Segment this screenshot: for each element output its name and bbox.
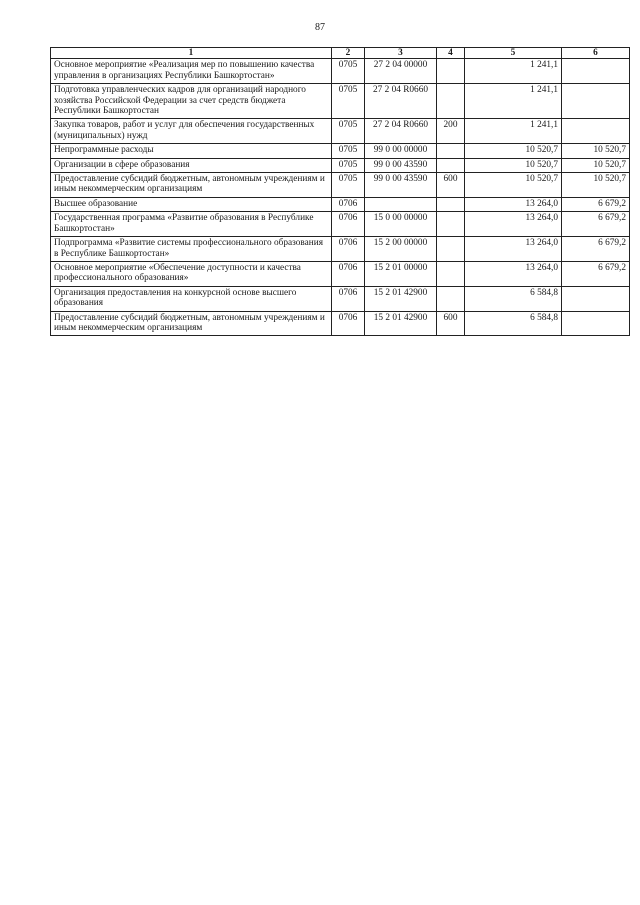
row-section-cell: 0705	[332, 158, 365, 172]
row-amount-col5-cell: 6 584,8	[465, 286, 562, 311]
row-section-cell: 0705	[332, 173, 365, 198]
row-section-cell: 0706	[332, 286, 365, 311]
row-amount-col5-cell: 10 520,7	[465, 158, 562, 172]
page-number: 87	[315, 22, 325, 33]
row-amount-col5-cell: 13 264,0	[465, 197, 562, 211]
row-amount-col6-cell	[562, 84, 630, 119]
row-amount-col5-cell: 13 264,0	[465, 212, 562, 237]
row-name-cell: Основное мероприятие «Обеспечение доступности и качества профессионального образования»	[51, 261, 332, 286]
table-row	[51, 237, 630, 262]
row-name-cell: Непрограммные расходы	[51, 144, 332, 158]
budget-table	[50, 47, 630, 336]
row-amount-col6-cell	[562, 311, 630, 336]
table-row	[51, 173, 630, 198]
table-body	[51, 59, 630, 336]
row-name-cell: Организация предоставления на конкурсной основе высшего образования	[51, 286, 332, 311]
row-amount-col5-cell: 13 264,0	[465, 261, 562, 286]
row-name-cell: Предоставление субсидий бюджетным, автономным учреждениям и иным некоммерческим организациям	[51, 311, 332, 336]
row-target-article-cell: 27 2 04 00000	[365, 59, 437, 84]
row-section-cell: 0705	[332, 84, 365, 119]
row-name-cell: Организации в сфере образования	[51, 158, 332, 172]
row-target-article-cell: 27 2 04 R0660	[365, 84, 437, 119]
row-section-cell: 0706	[332, 212, 365, 237]
row-amount-col6-cell: 6 679,2	[562, 261, 630, 286]
row-expense-type-cell	[437, 144, 465, 158]
row-target-article-cell: 27 2 04 R0660	[365, 119, 437, 144]
row-section-cell: 0706	[332, 237, 365, 262]
header-cell: 2	[332, 48, 365, 59]
table-row	[51, 311, 630, 336]
row-name-cell: Закупка товаров, работ и услуг для обеспечения государственных (муниципальных) нужд	[51, 119, 332, 144]
row-expense-type-cell	[437, 59, 465, 84]
row-name-cell: Предоставление субсидий бюджетным, автономным учреждениям и иным некоммерческим организациям	[51, 173, 332, 198]
table-header-row	[51, 48, 630, 59]
table-row	[51, 144, 630, 158]
row-section-cell: 0705	[332, 119, 365, 144]
row-expense-type-cell	[437, 158, 465, 172]
row-target-article-cell	[365, 197, 437, 211]
row-amount-col5-cell: 10 520,7	[465, 173, 562, 198]
row-name-cell: Основное мероприятие «Реализация мер по повышению качества управления в организациях Республики Башкортостан»	[51, 59, 332, 84]
row-amount-col5-cell: 13 264,0	[465, 237, 562, 262]
row-expense-type-cell: 600	[437, 311, 465, 336]
row-expense-type-cell	[437, 84, 465, 119]
row-amount-col5-cell: 1 241,1	[465, 59, 562, 84]
row-target-article-cell: 15 2 01 42900	[365, 286, 437, 311]
row-expense-type-cell	[437, 212, 465, 237]
row-target-article-cell: 15 2 01 00000	[365, 261, 437, 286]
table-row	[51, 119, 630, 144]
row-expense-type-cell	[437, 286, 465, 311]
row-target-article-cell: 99 0 00 43590	[365, 173, 437, 198]
header-cell: 1	[51, 48, 332, 59]
row-amount-col6-cell	[562, 119, 630, 144]
row-amount-col5-cell: 1 241,1	[465, 84, 562, 119]
header-cell: 4	[437, 48, 465, 59]
table-row	[51, 197, 630, 211]
table-row	[51, 212, 630, 237]
table-row	[51, 158, 630, 172]
row-name-cell: Подпрограмма «Развитие системы профессионального образования в Республике Башкортостан»	[51, 237, 332, 262]
row-amount-col6-cell: 10 520,7	[562, 158, 630, 172]
row-name-cell: Подготовка управленческих кадров для организаций народного хозяйства Российской Федерации за счет средств бюджета Республики Башкортостан	[51, 84, 332, 119]
table-row	[51, 84, 630, 119]
row-amount-col6-cell: 6 679,2	[562, 197, 630, 211]
row-expense-type-cell	[437, 237, 465, 262]
row-amount-col6-cell	[562, 286, 630, 311]
row-name-cell: Высшее образование	[51, 197, 332, 211]
table-row	[51, 59, 630, 84]
header-cell: 5	[465, 48, 562, 59]
row-section-cell: 0705	[332, 144, 365, 158]
row-target-article-cell: 15 2 00 00000	[365, 237, 437, 262]
row-target-article-cell: 15 2 01 42900	[365, 311, 437, 336]
row-amount-col6-cell	[562, 59, 630, 84]
row-name-cell: Государственная программа «Развитие образования в Республике Башкортостан»	[51, 212, 332, 237]
row-expense-type-cell	[437, 197, 465, 211]
row-expense-type-cell: 200	[437, 119, 465, 144]
row-section-cell: 0706	[332, 197, 365, 211]
row-amount-col6-cell: 10 520,7	[562, 144, 630, 158]
row-amount-col5-cell: 10 520,7	[465, 144, 562, 158]
table-row	[51, 286, 630, 311]
row-amount-col5-cell: 1 241,1	[465, 119, 562, 144]
row-target-article-cell: 15 0 00 00000	[365, 212, 437, 237]
row-amount-col6-cell: 10 520,7	[562, 173, 630, 198]
row-target-article-cell: 99 0 00 00000	[365, 144, 437, 158]
row-section-cell: 0706	[332, 261, 365, 286]
header-cell: 6	[562, 48, 630, 59]
row-amount-col5-cell: 6 584,8	[465, 311, 562, 336]
row-target-article-cell: 99 0 00 43590	[365, 158, 437, 172]
row-amount-col6-cell: 6 679,2	[562, 212, 630, 237]
header-cell: 3	[365, 48, 437, 59]
row-section-cell: 0705	[332, 59, 365, 84]
row-amount-col6-cell: 6 679,2	[562, 237, 630, 262]
table-row	[51, 261, 630, 286]
row-section-cell: 0706	[332, 311, 365, 336]
row-expense-type-cell	[437, 261, 465, 286]
row-expense-type-cell: 600	[437, 173, 465, 198]
